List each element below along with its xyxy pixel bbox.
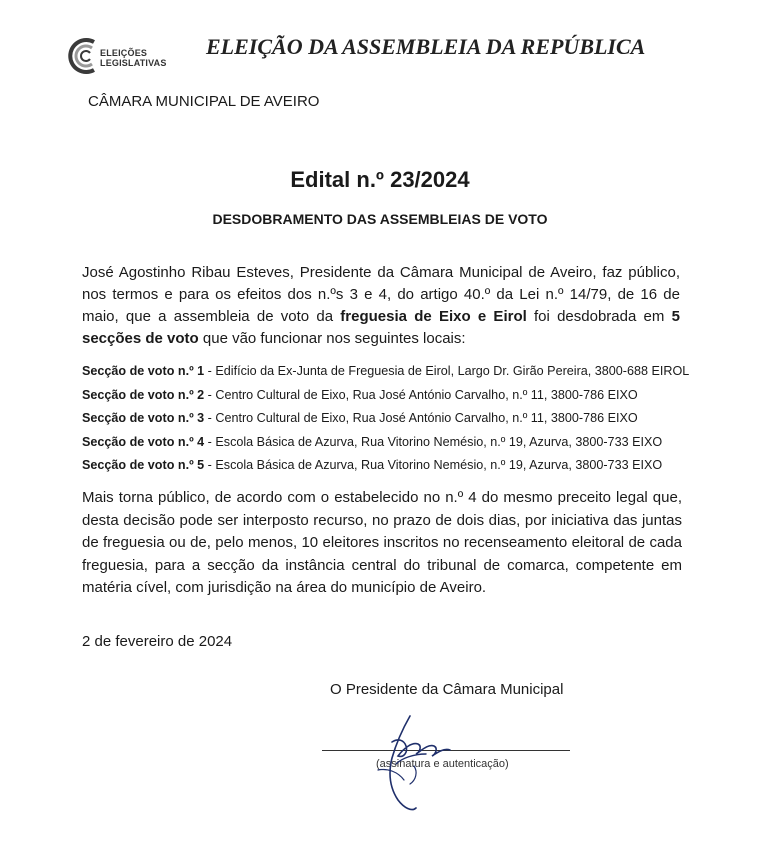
voting-section-detail: - Centro Cultural de Eixo, Rua José António Carvalho, n.º 11, 3800-786 EIXO (204, 387, 638, 402)
logo-text-line1: ELEIÇÕES (100, 48, 148, 58)
voting-section-item (82, 431, 722, 455)
voting-section-detail: - Escola Básica de Azurva, Rua Vitorino Nemésio, n.º 19, Azurva, 3800-733 EIXO (204, 458, 663, 472)
voting-section-item (82, 360, 722, 384)
elections-logo (68, 36, 188, 76)
voting-section-label: Secção de voto n.º 2 (82, 387, 205, 402)
voting-section-label: Secção de voto n.º 5 (82, 458, 205, 472)
voting-section-item (82, 407, 722, 431)
voting-section-item (82, 384, 722, 408)
signature-caption: (assinatura e autenticação) (376, 758, 509, 770)
voting-section-detail: - Centro Cultural de Eixo, Rua José António Carvalho, n.º 11, 3800-786 EIXO (204, 411, 638, 425)
intro-bold-parish: freguesia de Eixo e Eirol (340, 308, 527, 325)
header-title: ELEIÇÃO DA ASSEMBLEIA DA REPÚBLICA (206, 34, 646, 59)
document-date: 2 de fevereiro de 2024 (82, 633, 233, 650)
signatory-role: O Presidente da Câmara Municipal (330, 681, 564, 698)
document-subtitle: DESDOBRAMENTO DAS ASSEMBLEIAS DE VOTO (212, 211, 548, 227)
intro-text-c: que vão funcionar nos seguintes locais: (198, 330, 466, 347)
logo-text-line2: LEGISLATIVAS (100, 58, 167, 68)
logo-mark-icon (68, 36, 98, 76)
intro-bold-sections: 5 secções de voto (82, 308, 680, 347)
voting-section-detail: - Edifício da Ex-Junta de Freguesia de Eirol, Largo Dr. Girão Pereira, 3800-688 EIROL (204, 364, 690, 378)
voting-sections-list (82, 360, 722, 478)
intro-paragraph (82, 262, 680, 350)
voting-section-label: Secção de voto n.º 4 (82, 434, 205, 449)
appeal-paragraph: Mais torna público, de acordo com o estabelecido no n.º 4 do mesmo preceito legal que, desta decisão pode ser interposto recurso, no prazo de dois dias, por iniciativa das juntas de freguesia ou de, pelo menos, 10 eleitores inscritos no recenseamento eleitoral de cada freguesia, para a secção da instância central do tribunal de comarca, competente em matéria cível, com jurisdição na área do município de Aveiro. (82, 489, 682, 596)
intro-text-b: foi desdobrada em (526, 308, 672, 325)
voting-section-label: Secção de voto n.º 1 (82, 364, 205, 378)
issuer-name: CÂMARA MUNICIPAL DE AVEIRO (88, 93, 320, 110)
voting-section-detail: - Escola Básica de Azurva, Rua Vitorino Nemésio, n.º 19, Azurva, 3800-733 EIXO (204, 434, 663, 449)
intro-text-a: José Agostinho Ribau Esteves, Presidente da Câmara Municipal de Aveiro, faz público, nos termos e para os efeitos dos n.ºs 3 e 4, do artigo 40.º da Lei n.º 14/79, de 16 de maio, que a assembleia de voto da (82, 264, 680, 325)
handwritten-signature (318, 708, 478, 818)
voting-section-item (82, 454, 722, 478)
edital-title: Edital n.º 23/2024 (290, 167, 470, 192)
voting-section-label: Secção de voto n.º 3 (82, 411, 205, 425)
